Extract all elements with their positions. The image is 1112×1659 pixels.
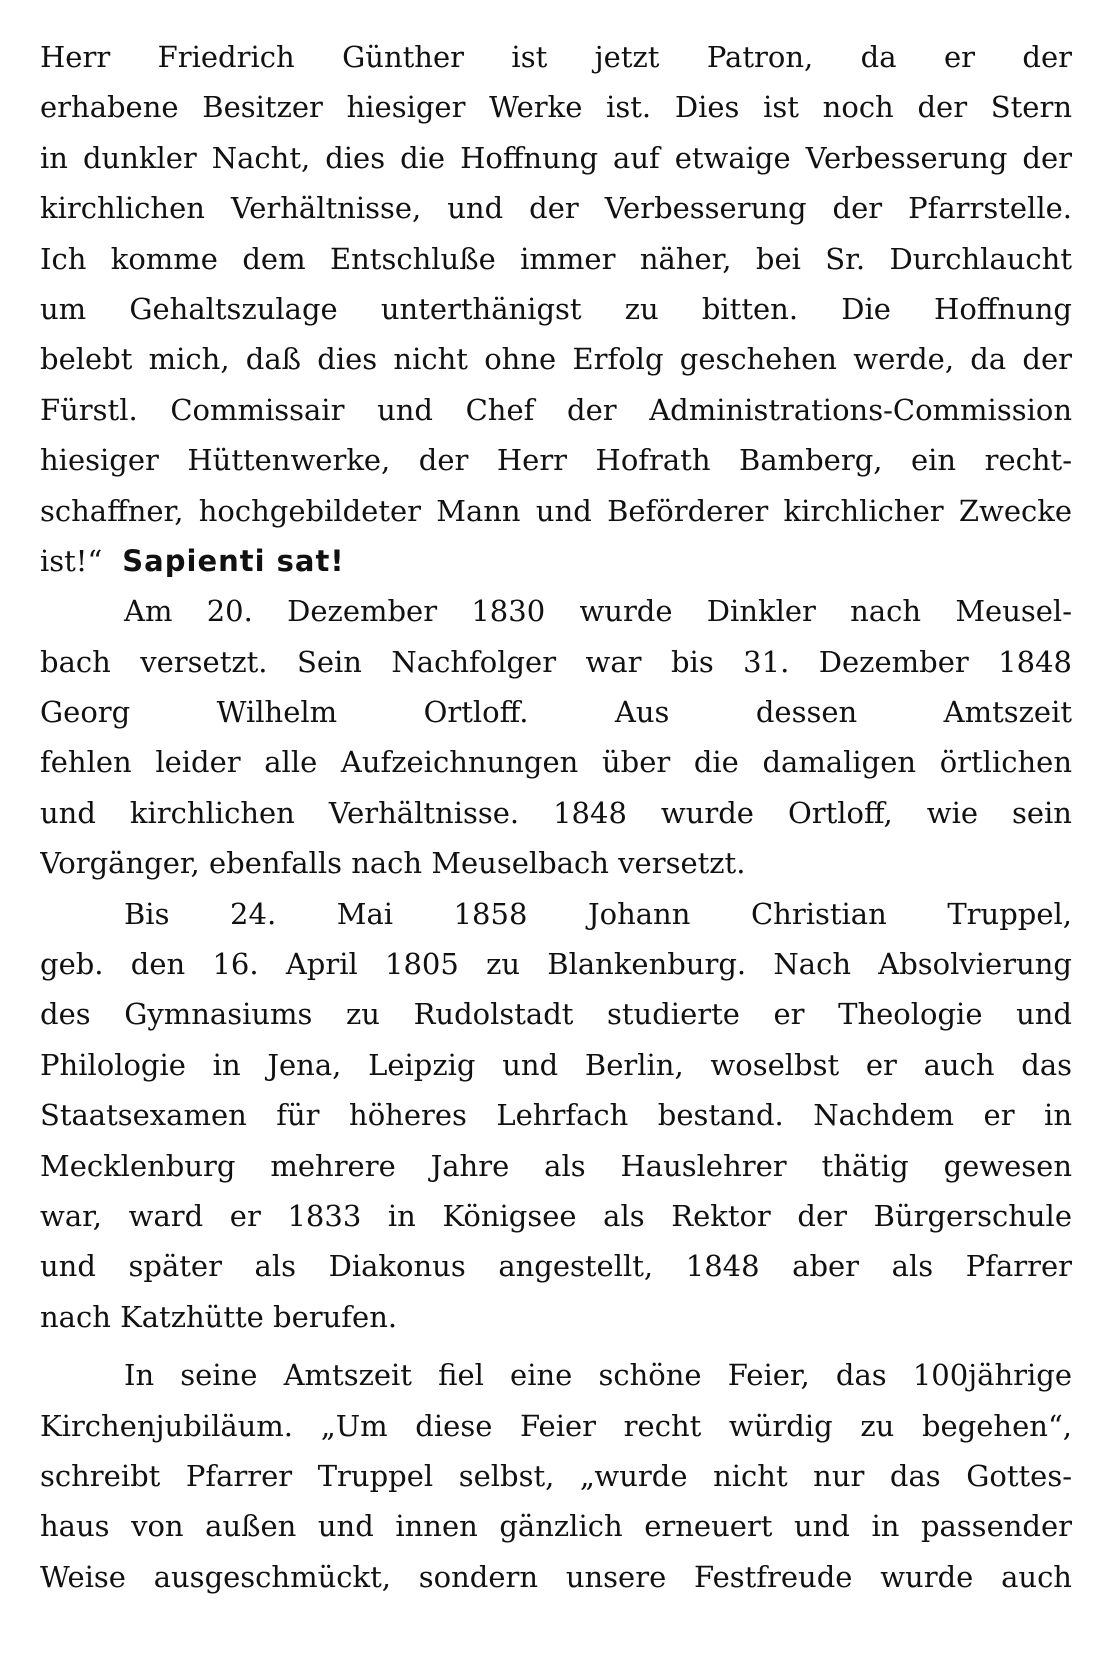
paragraph (40, 32, 1072, 586)
paragraph (40, 586, 1072, 888)
text-line: haus von außen und innen gänzlich erneuert und in passender (40, 1509, 1072, 1544)
text-line: Bis 24. Mai 1858 Johann Christian Truppel, (124, 896, 1072, 931)
text-line: Am 20. Dezember 1830 wurde Dinkler nach Meusel- (124, 594, 1072, 629)
text-line: in dunkler Nacht, dies die Hoffnung auf etwaige Verbesserung der (40, 140, 1072, 175)
text-line: In seine Amtszeit fiel eine schöne Feier, das 100jährige (124, 1358, 1072, 1393)
text-line: Vorgänger, ebenfalls nach Meuselbach versetzt. (40, 846, 746, 881)
text-line: nach Katzhütte berufen. (40, 1299, 398, 1334)
text-line: und später als Diakonus angestellt, 1848 aber als Pfarrer (40, 1249, 1072, 1284)
text-line: belebt mich, daß dies nicht ohne Erfolg geschehen werde, da der (40, 342, 1072, 377)
text-line: bach versetzt. Sein Nachfolger war bis 31. Dezember 1848 (40, 644, 1072, 679)
text-line: um Gehaltszulage unterthänigst zu bitten. Die Hoffnung (40, 291, 1072, 326)
text-line: Philologie in Jena, Leipzig und Berlin, woselbst er auch das (40, 1047, 1072, 1082)
text-line: schaffner, hochgebildeter Mann und Beförderer kirchlicher Zwecke (40, 493, 1072, 528)
text-line: und kirchlichen Verhältnisse. 1848 wurde Ortloff, wie sein (40, 795, 1072, 830)
text-line: Mecklenburg mehrere Jahre als Hauslehrer thätig gewesen (40, 1148, 1072, 1183)
text-line: Ich komme dem Entschluße immer näher, bei Sr. Durchlaucht (40, 241, 1072, 276)
text-line: kirchlichen Verhältnisse, und der Verbesserung der Pfarrstelle. (40, 191, 1072, 226)
text-line: fehlen leider alle Aufzeichnungen über die damaligen örtlichen (40, 745, 1072, 780)
text-line (40, 536, 1072, 586)
text-line: Herr Friedrich Günther ist jetzt Patron, da er der (40, 40, 1072, 74)
text-line: schreibt Pfarrer Truppel selbst, „wurde nicht nur das Gottes- (40, 1458, 1072, 1493)
paragraph-spacer (40, 1342, 1072, 1350)
text-line: Georg Wilhelm Ortloff. Aus dessen Amtszeit (40, 695, 1072, 730)
text-line: hiesiger Hüttenwerke, der Herr Hofrath Bamberg, ein recht- (40, 443, 1072, 478)
paragraph (40, 1350, 1072, 1602)
text-line: geb. den 16. April 1805 zu Blankenburg. Nach Absolvierung (40, 947, 1072, 982)
text-line: des Gymnasiums zu Rudolstadt studierte er Theologie und (40, 997, 1072, 1032)
text-line: Fürstl. Commissair und Chef der Administrations-Commission (40, 392, 1072, 427)
quote-end: ist!“ (40, 543, 103, 578)
text-line: Staatsexamen für höheres Lehrfach bestand. Nachdem er in (40, 1098, 1072, 1133)
latin-phrase: Sapienti sat! (122, 543, 345, 578)
text-line: Weise ausgeschmückt, sondern unsere Festfreude wurde auch (40, 1559, 1072, 1594)
paragraph (40, 889, 1072, 1343)
text-line: erhabene Besitzer hiesiger Werke ist. Dies ist noch der Stern (40, 90, 1072, 125)
text-line: war, ward er 1833 in Königsee als Rektor der Bürgerschule (40, 1198, 1072, 1233)
text-line: Kirchenjubiläum. „Um diese Feier recht würdig zu begehen“, (40, 1408, 1072, 1443)
